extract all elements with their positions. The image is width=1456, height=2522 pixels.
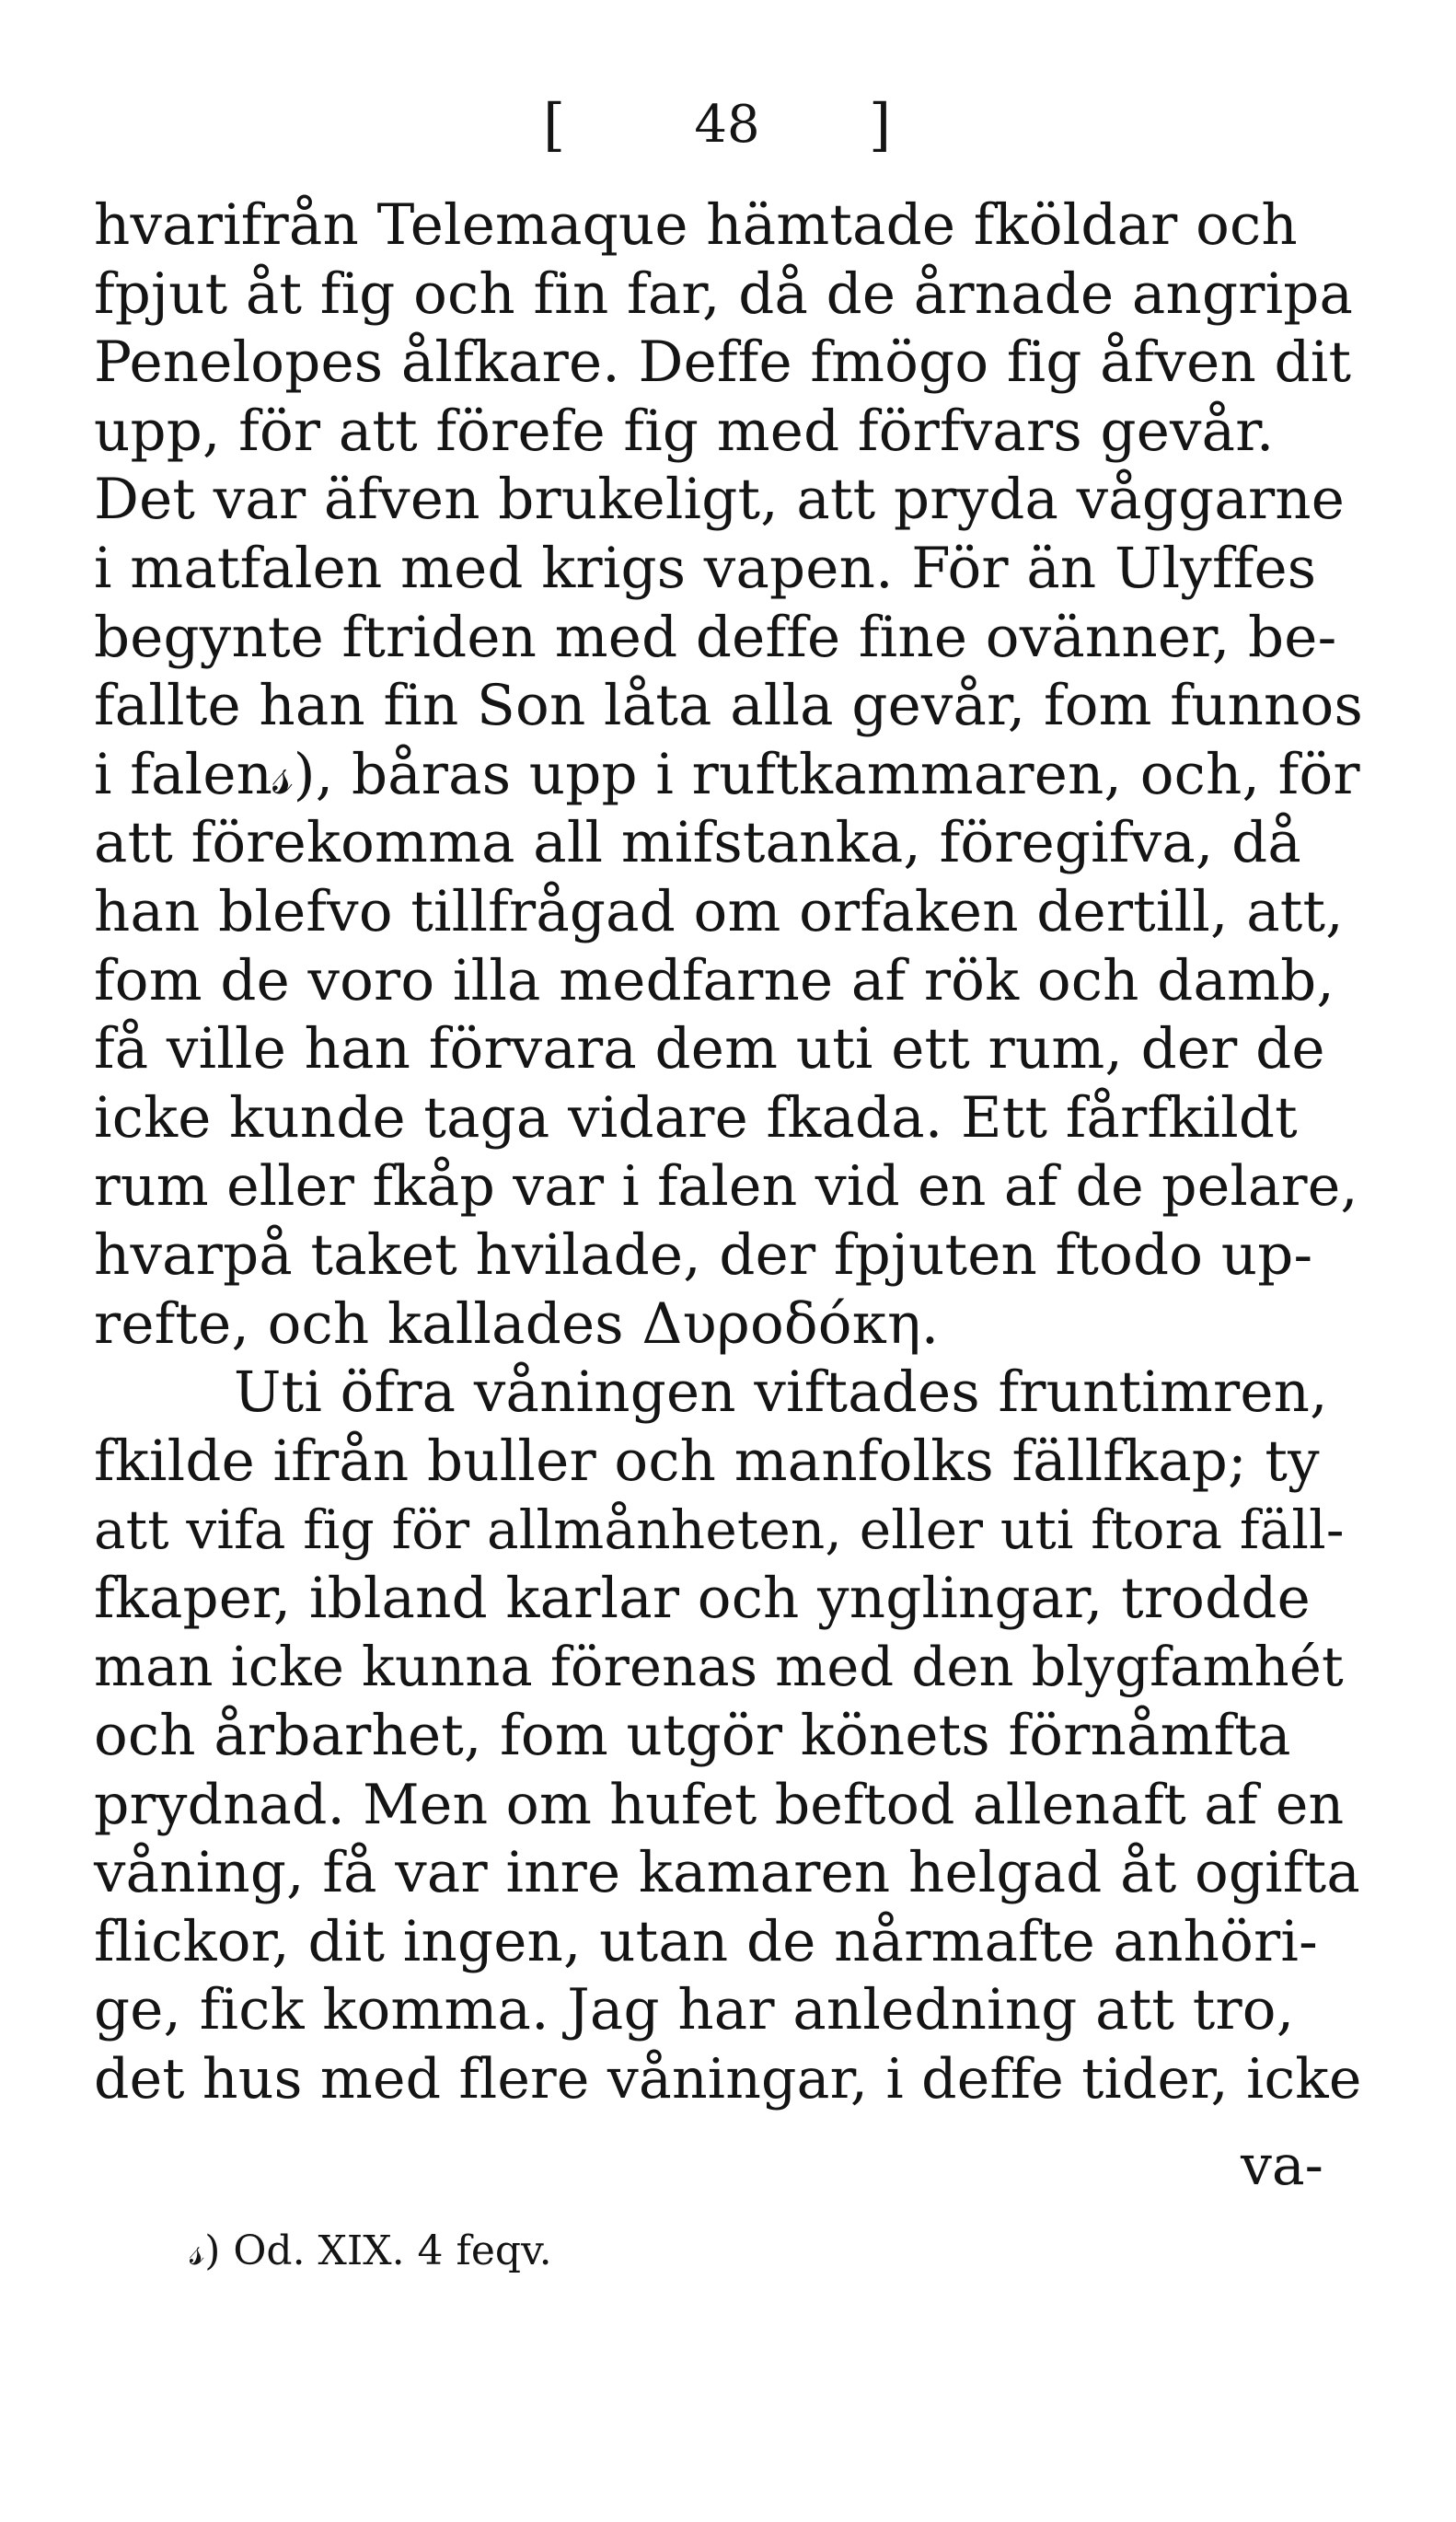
text-line: Penelopes ålfkare. Deffe fmögo fig åfven dit xyxy=(94,330,1352,396)
text-line: hvarpå taket hvilade, der fpjuten ftodo up- xyxy=(94,1221,1313,1288)
text-line: rum eller fkåp var i falen vid en af de pelare, xyxy=(94,1154,1358,1220)
text-line: fkilde ifrån buller och manfolks fällfkap; ty xyxy=(94,1428,1320,1494)
text-line: och årbarhet, fom utgör könets förnåmfta xyxy=(94,1703,1291,1769)
text-line: upp, för att förefe fig med förfvars gevår. xyxy=(94,398,1275,464)
footnote: 𝓈) Od. XIX. 4 feqv. xyxy=(190,2227,552,2274)
text-line: Det var äfven brukeligt, att pryda våggarne xyxy=(94,467,1346,533)
text-line: man icke kunna förenas med den blygfamhét xyxy=(94,1635,1344,1699)
text-line: våning, få var inre kamaren helgad åt ogifta xyxy=(94,1840,1360,1906)
text-line: i matfalen med krigs vapen. För än Ulyffes xyxy=(94,535,1317,601)
text-line: att vifa fig för allmånheten, eller uti ftora fäll- xyxy=(94,1498,1345,1562)
text-line: ge, fick komma. Jag har anledning att tro, xyxy=(94,1977,1295,2043)
page-number: 48 xyxy=(694,95,760,155)
body-text xyxy=(94,191,1364,2114)
text-line: refte, och kallades Δυροδόκη. xyxy=(94,1290,940,1357)
text-line: det hus med flere våningar, i deffe tider, icke xyxy=(94,2047,1362,2112)
text-line: fkaper, ibland karlar och ynglingar, trodde xyxy=(94,1565,1311,1631)
text-line: icke kunde taga vidare fkada. Ett fårfkildt xyxy=(94,1084,1298,1151)
text-line: hvarifrån Telemaque hämtade fköldar och xyxy=(94,192,1298,258)
text-line: i falen𝓈), båras upp i ruftkammaren, och, för xyxy=(94,741,1360,807)
text-line: han blefvo tillfrågad om orfaken dertill, att, xyxy=(94,878,1344,944)
text-line: få ville han förvara dem uti ett rum, der de xyxy=(94,1016,1325,1082)
right-bracket: ] xyxy=(869,91,892,158)
paragraph-start-line: Uti öfra våningen viftades fruntimren, xyxy=(234,1359,1328,1426)
left-bracket: [ xyxy=(543,91,566,158)
text-line: att förekomma all mifstanka, föregifva, då xyxy=(94,810,1301,876)
page-header xyxy=(0,88,1456,162)
catchword: va- xyxy=(1241,2134,1323,2198)
text-line: fpjut åt fig och fin far, då de årnade angripa xyxy=(94,260,1354,327)
text-line: prydnad. Men om hufet beftod allenaft af en xyxy=(94,1772,1345,1837)
text-line: flickor, dit ingen, utan de nårmafte anhöri- xyxy=(94,1908,1318,1974)
text-line: begynte ftriden med deffe fine ovänner, be- xyxy=(94,604,1337,670)
text-line: fom de voro illa medfarne af rök och damb, xyxy=(94,947,1335,1013)
text-line: fallte han fin Son låta alla gevår, fom funnos xyxy=(94,673,1363,739)
